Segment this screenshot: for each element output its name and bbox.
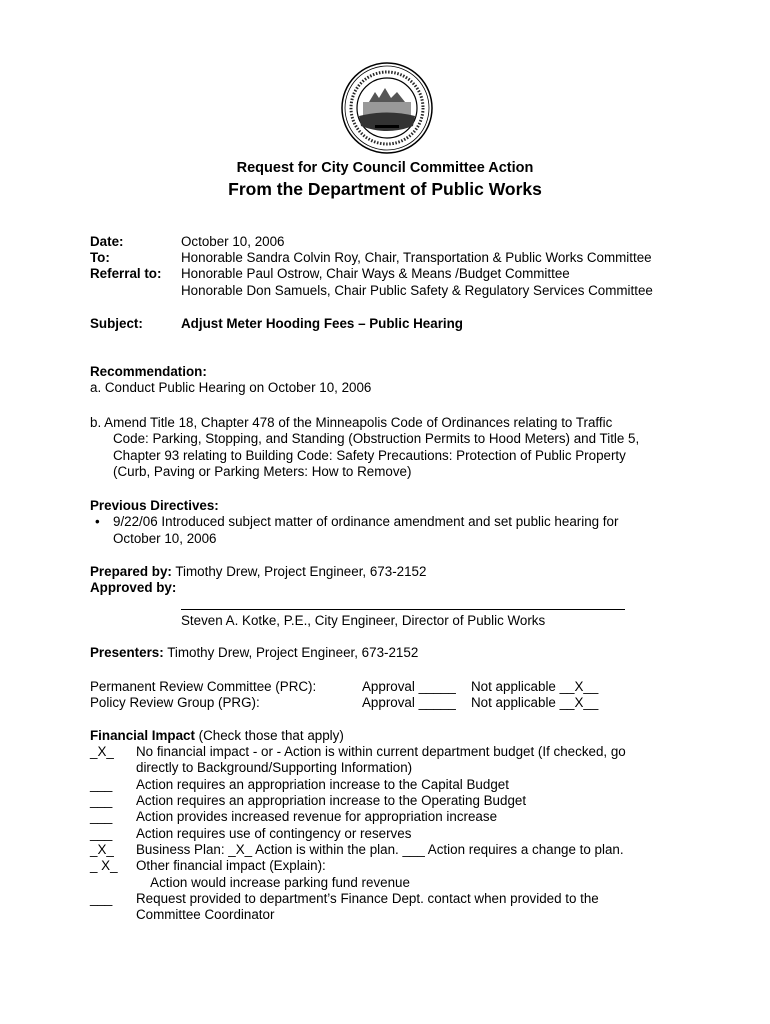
financial-item-line: Action provides increased revenue for appropriation increase bbox=[136, 809, 498, 824]
presenters bbox=[90, 645, 418, 660]
signatory-name: Steven A. Kotke, P.E., City Engineer, Director of Public Works bbox=[181, 613, 546, 628]
document-title: Request for City Council Committee Action bbox=[236, 160, 534, 176]
referral-value: Honorable Paul Ostrow, Chair Ways & Means /Budget Committee bbox=[181, 266, 570, 281]
prepared-by bbox=[90, 564, 426, 579]
recommendation-item-a: a. Conduct Public Hearing on October 10, 2006 bbox=[90, 380, 372, 395]
previous-directives-heading: Previous Directives: bbox=[90, 498, 219, 513]
bullet-icon: • bbox=[95, 514, 100, 529]
presenters-label: Presenters: bbox=[90, 645, 164, 660]
to-value: Honorable Sandra Colvin Roy, Chair, Transportation & Public Works Committee bbox=[181, 250, 652, 265]
directive-line: October 10, 2006 bbox=[113, 531, 217, 546]
prepared-value: Timothy Drew, Project Engineer, 673-2152 bbox=[175, 564, 427, 579]
approved-label: Approved by: bbox=[90, 580, 177, 595]
subject-value: Adjust Meter Hooding Fees – Public Hearing bbox=[181, 316, 463, 331]
financial-heading-note: (Check those that apply) bbox=[198, 728, 344, 743]
referral-value: Honorable Don Samuels, Chair Public Safety & Regulatory Services Committee bbox=[181, 283, 653, 298]
review-name: Policy Review Group (PRG): bbox=[90, 695, 260, 710]
to-label: To: bbox=[90, 250, 110, 265]
date-label: Date: bbox=[90, 234, 124, 249]
department-title: From the Department of Public Works bbox=[228, 179, 542, 199]
recommendation-item-b: Chapter 93 relating to Building Code: Safety Precautions: Protection of Public Property bbox=[113, 448, 626, 463]
review-not-applicable: Not applicable __X__ bbox=[471, 679, 599, 694]
review-approval: Approval _____ bbox=[362, 679, 456, 694]
financial-mark: _ X_ bbox=[90, 858, 118, 873]
financial-item-line: Action requires use of contingency or reserves bbox=[136, 826, 412, 841]
recommendation-item-b: (Curb, Paving or Parking Meters: How to Remove) bbox=[113, 464, 412, 479]
review-approval: Approval _____ bbox=[362, 695, 456, 710]
financial-mark: _X_ bbox=[90, 744, 114, 759]
financial-mark: ___ bbox=[90, 777, 113, 792]
financial-item-line: directly to Background/Supporting Information) bbox=[136, 760, 413, 775]
financial-item-line: Committee Coordinator bbox=[136, 907, 275, 922]
financial-item-line: Request provided to department’s Finance Dept. contact when provided to the bbox=[136, 891, 599, 906]
referral-label: Referral to: bbox=[90, 266, 162, 281]
presenters-value: Timothy Drew, Project Engineer, 673-2152 bbox=[167, 645, 419, 660]
financial-item-line: Business Plan: _X_ Action is within the plan. ___ Action requires a change to plan. bbox=[136, 842, 624, 857]
recommendation-heading: Recommendation: bbox=[90, 364, 207, 379]
financial-mark: ___ bbox=[90, 891, 113, 906]
financial-mark: _X_ bbox=[90, 842, 114, 857]
directive-line: 9/22/06 Introduced subject matter of ordinance amendment and set public hearing for bbox=[113, 514, 619, 529]
financial-item-line: Other financial impact (Explain): bbox=[136, 858, 326, 873]
financial-impact-heading bbox=[90, 728, 344, 743]
financial-item-line: Action requires an appropriation increase to the Capital Budget bbox=[136, 777, 509, 792]
financial-mark: ___ bbox=[90, 793, 113, 808]
financial-mark: ___ bbox=[90, 809, 113, 824]
review-not-applicable: Not applicable __X__ bbox=[471, 695, 599, 710]
financial-mark: ___ bbox=[90, 826, 113, 841]
prepared-label: Prepared by: bbox=[90, 564, 172, 579]
city-seal-icon bbox=[341, 62, 433, 154]
financial-heading: Financial Impact bbox=[90, 728, 195, 743]
subject-label: Subject: bbox=[90, 316, 143, 331]
signature-line bbox=[181, 609, 625, 610]
recommendation-item-b: b. Amend Title 18, Chapter 478 of the Minneapolis Code of Ordinances relating to Traffic bbox=[90, 415, 613, 430]
date-value: October 10, 2006 bbox=[181, 234, 285, 249]
financial-item-line: Action would increase parking fund revenue bbox=[136, 875, 410, 890]
financial-item-line: Action requires an appropriation increase to the Operating Budget bbox=[136, 793, 527, 808]
recommendation-item-b: Code: Parking, Stopping, and Standing (Obstruction Permits to Hood Meters) and Title 5, bbox=[113, 431, 640, 446]
financial-item-line: No financial impact - or - Action is within current department budget (If checked, go bbox=[136, 744, 626, 759]
review-name: Permanent Review Committee (PRC): bbox=[90, 679, 317, 694]
